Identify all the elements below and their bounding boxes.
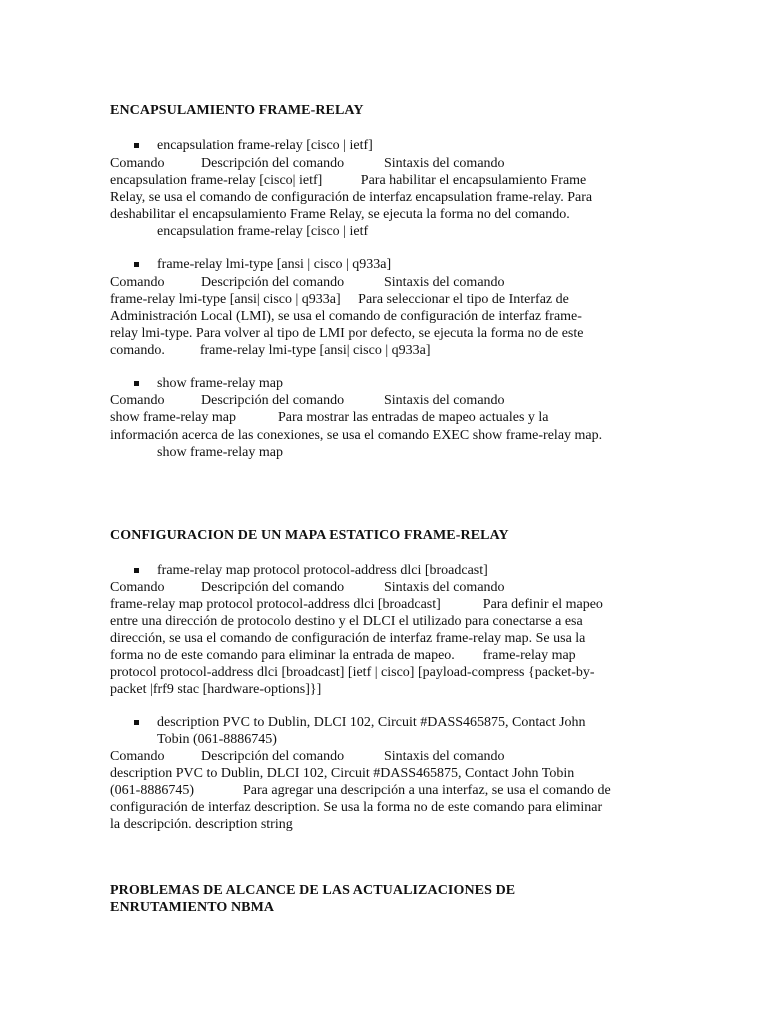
bullet-item: frame-relay map protocol protocol-address dlci [broadcast] xyxy=(157,563,488,578)
table-header xyxy=(110,579,505,596)
body-line: deshabilitar el encapsulamiento Frame Relay, se ejecuta la forma no del comando. xyxy=(110,207,570,222)
body-line: protocol protocol-address dlci [broadcast] [ietf | cisco] [payload-compress {packet-by- xyxy=(110,665,595,680)
body-line: comando. frame-relay lmi-type [ansi| cisco | q933a] xyxy=(110,343,431,358)
section-heading: PROBLEMAS DE ALCANCE DE LAS ACTUALIZACIONES DE xyxy=(110,883,516,898)
body-line: Administración Local (LMI), se usa el comando de configuración de interfaz frame- xyxy=(110,309,582,324)
header-description: Descripción del comando xyxy=(201,275,345,290)
bullet-marker xyxy=(134,568,139,573)
body-line: entre una dirección de protocolo destino y el DLCI el utilizado para conectarse a esa xyxy=(110,614,583,629)
body-line: (061-8886745) Para agregar una descripción a una interfaz, se usa el comando de xyxy=(110,783,611,798)
body-line: la descripción. description string xyxy=(110,817,293,832)
body-line: información acerca de las conexiones, se usa el comando EXEC show frame-relay map. xyxy=(110,428,603,443)
table-header xyxy=(110,155,505,172)
header-command: Comando xyxy=(110,156,165,171)
body-line: show frame-relay map Para mostrar las entradas de mapeo actuales y la xyxy=(110,410,549,425)
body-line: encapsulation frame-relay [cisco| ietf] Para habilitar el encapsulamiento Frame xyxy=(110,173,587,188)
bullet-marker xyxy=(134,262,139,267)
bullet-marker xyxy=(134,381,139,386)
table-header xyxy=(110,748,505,765)
body-line: relay lmi-type. Para volver al tipo de LMI por defecto, se ejecuta la forma no de este xyxy=(110,326,584,341)
header-command: Comando xyxy=(110,749,165,764)
header-syntax: Sintaxis del comando xyxy=(384,580,505,595)
header-command: Comando xyxy=(110,275,165,290)
body-line: packet |frf9 stac [hardware-options]}] xyxy=(110,682,322,697)
bullet-marker xyxy=(134,143,139,148)
body-line: frame-relay lmi-type [ansi| cisco | q933a] Para seleccionar el tipo de Interfaz de xyxy=(110,292,569,307)
body-line: description PVC to Dublin, DLCI 102, Circuit #DASS465875, Contact John Tobin xyxy=(110,766,575,781)
body-line: dirección, se usa el comando de configuración de interfaz frame-relay map. Se usa la xyxy=(110,631,586,646)
table-header xyxy=(110,392,505,409)
body-line: frame-relay map protocol protocol-address dlci [broadcast] Para definir el mapeo xyxy=(110,597,603,612)
header-command: Comando xyxy=(110,580,165,595)
header-description: Descripción del comando xyxy=(201,749,345,764)
header-syntax: Sintaxis del comando xyxy=(384,749,505,764)
body-line: forma no de este comando para eliminar la entrada de mapeo. frame-relay map xyxy=(110,648,576,663)
header-syntax: Sintaxis del comando xyxy=(384,275,505,290)
body-line: Relay, se usa el comando de configuración de interfaz encapsulation frame-relay. Para xyxy=(110,190,593,205)
bullet-item: show frame-relay map xyxy=(157,376,283,391)
header-command: Comando xyxy=(110,393,165,408)
syntax-line: encapsulation frame-relay [cisco | ietf xyxy=(157,224,369,239)
section-heading: ENRUTAMIENTO NBMA xyxy=(110,900,275,915)
bullet-item: encapsulation frame-relay [cisco | ietf] xyxy=(157,138,373,153)
header-description: Descripción del comando xyxy=(201,393,345,408)
section-heading: ENCAPSULAMIENTO FRAME-RELAY xyxy=(110,103,364,118)
table-header xyxy=(110,274,505,291)
bullet-marker xyxy=(134,720,139,725)
header-syntax: Sintaxis del comando xyxy=(384,393,505,408)
header-description: Descripción del comando xyxy=(201,156,345,171)
section-heading: CONFIGURACION DE UN MAPA ESTATICO FRAME-RELAY xyxy=(110,528,509,543)
syntax-line: show frame-relay map xyxy=(157,445,283,460)
bullet-item: description PVC to Dublin, DLCI 102, Circuit #DASS465875, Contact John xyxy=(157,715,586,730)
bullet-item: frame-relay lmi-type [ansi | cisco | q933a] xyxy=(157,257,392,272)
header-description: Descripción del comando xyxy=(201,580,345,595)
header-syntax: Sintaxis del comando xyxy=(384,156,505,171)
bullet-item-continuation: Tobin (061-8886745) xyxy=(157,732,277,747)
body-line: configuración de interfaz description. Se usa la forma no de este comando para eliminar xyxy=(110,800,603,815)
